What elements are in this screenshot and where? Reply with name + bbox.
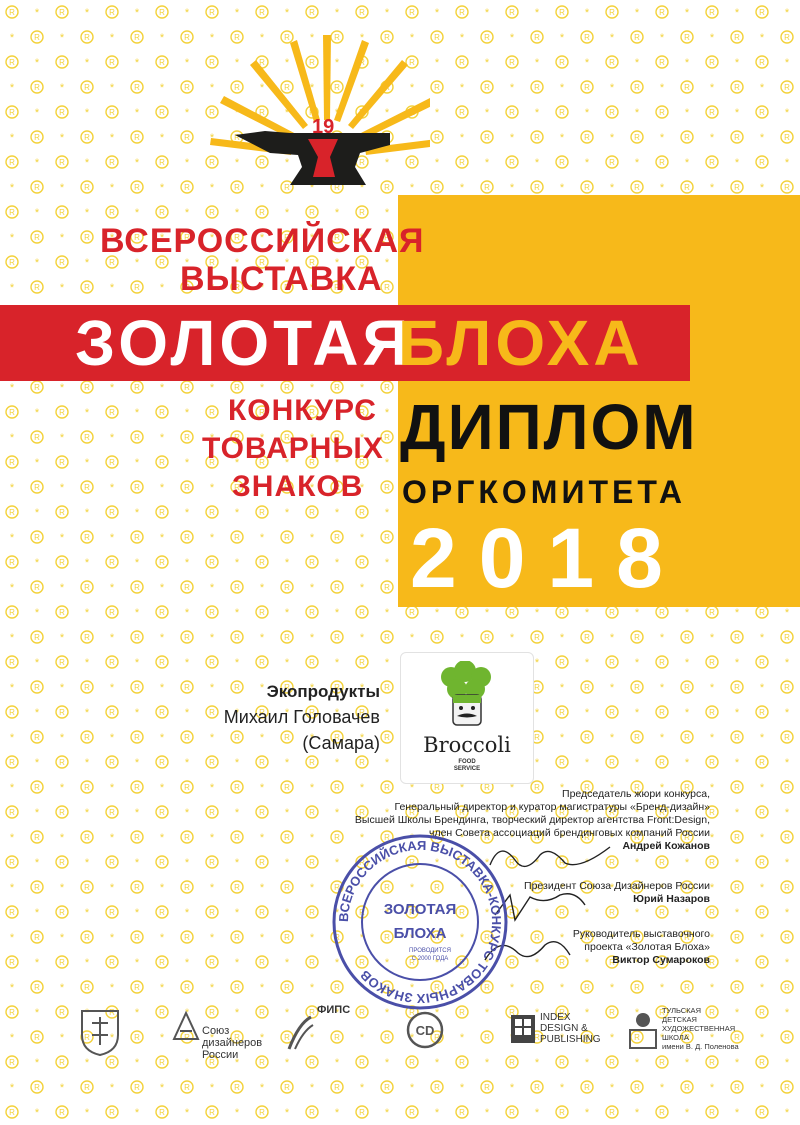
soyuz-icon — [172, 1011, 200, 1041]
winner-person: Михаил Головачев — [223, 707, 380, 727]
contest-line-3: ЗНАКОВ — [232, 470, 364, 503]
cd-logo-icon — [405, 1010, 445, 1050]
index-text: INDEX DESIGN & PUBLISHING — [540, 1012, 601, 1045]
winner-logo — [400, 652, 534, 784]
school-text: ТУЛЬСКАЯ ДЕТСКАЯ ХУДОЖЕСТВЕННАЯ ШКОЛА имени В. Д. Поленова — [662, 1006, 739, 1051]
contest-line-1: КОНКУРС — [228, 394, 377, 427]
winner-city: (Самара) — [302, 733, 380, 753]
signatory-3-name: Виктор Сумароков — [612, 954, 710, 966]
logo-brand: Broccoli — [423, 733, 511, 757]
signatory-2: Президент Союза Дизайнеров России Юрий Назаров — [524, 880, 710, 905]
fips-logo — [285, 1005, 365, 1060]
diploma-title: ДИПЛОМ — [400, 391, 698, 463]
logo-sub: FOOD SERVICE — [453, 759, 481, 772]
svg-text:ПРОВОДИТСЯ: ПРОВОДИТСЯ — [409, 948, 451, 954]
winner-block — [224, 680, 380, 756]
tula-coat-of-arms-icon — [78, 1005, 122, 1057]
signatory-3: Руководитель выставочного проекта «Золотая Блоха» Виктор Сумароков — [572, 928, 710, 966]
anvil-icon — [235, 131, 390, 185]
year: 2018 — [410, 511, 685, 605]
anvil-emblem — [180, 35, 430, 205]
title-line-2: ВЫСТАВКА — [180, 260, 383, 298]
index-icon — [510, 1014, 536, 1044]
committee-title: ОРГКОМИТЕТА — [402, 474, 686, 510]
stamp-center-top: ЗОЛОТАЯ — [383, 901, 457, 918]
fips-text: ФИПС — [317, 1004, 351, 1016]
broccoli-chef-icon — [437, 661, 497, 733]
title-zolotaya: ЗОЛОТАЯ — [75, 307, 413, 379]
contest-line-2: ТОВАРНЫХ — [202, 432, 384, 465]
stamp-center-bottom: БЛОХА — [393, 925, 447, 942]
signatory-1: Председатель жюри конкурса, Генеральный директор и куратор магистратуры «Бренд-дизайн» Высшей Школы Брендинга, творческий директор агентства Front:Design, член Совета ассоциаций брендинговых компаний России Андрей Кожанов — [354, 788, 710, 852]
soyuz-logo — [172, 1005, 263, 1061]
title-blokha: БЛОХА — [398, 307, 644, 379]
signatory-1-name: Андрей Кожанов — [622, 840, 710, 852]
signatory-2-name: Юрий Назаров — [633, 893, 710, 905]
svg-text:CD: CD — [415, 1023, 435, 1038]
school-icon — [628, 1010, 658, 1050]
title-line-1: ВСЕРОССИЙСКАЯ — [100, 222, 425, 260]
fips-icon — [285, 1013, 315, 1053]
official-stamp — [330, 832, 510, 1012]
svg-text:С 2000 ГОДА: С 2000 ГОДА — [411, 956, 449, 962]
school-logo — [628, 1006, 748, 1056]
edition-number: 19 — [312, 116, 335, 138]
index-logo — [510, 1012, 600, 1052]
stamp-ring-text: ВСЕРОССИЙСКАЯ ВЫСТАВКА-КОНКУРС ТОВАРНЫХ ЗНАКОВ — [335, 837, 505, 1007]
soyuz-text: Союз дизайнеров России — [202, 1025, 263, 1061]
winner-company: Экопродукты — [266, 682, 380, 701]
